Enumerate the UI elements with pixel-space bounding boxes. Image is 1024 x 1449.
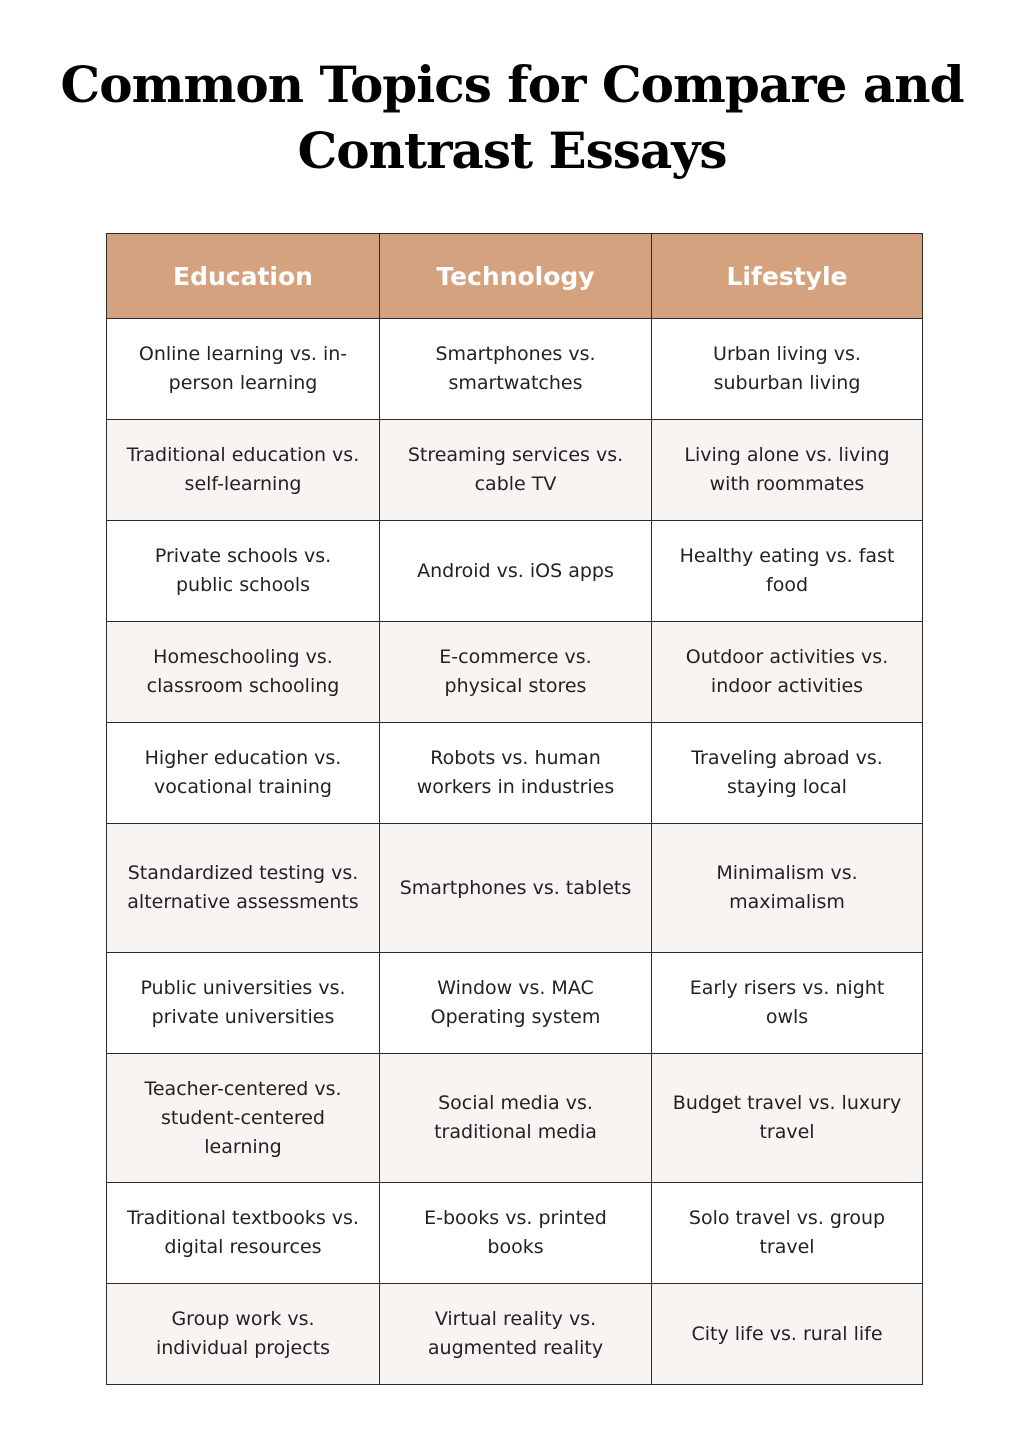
table-cell-lifestyle: Solo travel vs. group travel [652, 1183, 923, 1284]
table-cell-education: Traditional textbooks vs. digital resources [107, 1183, 380, 1284]
table-cell-technology: Virtual reality vs. augmented reality [380, 1284, 652, 1385]
table-cell-technology: Android vs. iOS apps [380, 521, 652, 622]
table-cell-education: Higher education vs. vocational training [107, 723, 380, 824]
table-row [107, 1054, 923, 1183]
table-cell-lifestyle: Budget travel vs. luxury travel [652, 1054, 923, 1183]
table-header-row [107, 234, 923, 319]
table-cell-technology: Robots vs. human workers in industries [380, 723, 652, 824]
table-row [107, 521, 923, 622]
table-cell-lifestyle: Outdoor activities vs. indoor activities [652, 622, 923, 723]
table-cell-technology: Smartphones vs. tablets [380, 824, 652, 953]
table-cell-technology: Smartphones vs. smartwatches [380, 319, 652, 420]
table-cell-education: Private schools vs. public schools [107, 521, 380, 622]
table-cell-technology: E-books vs. printed books [380, 1183, 652, 1284]
table-cell-technology: Streaming services vs. cable TV [380, 420, 652, 521]
table-cell-education: Public universities vs. private universities [107, 953, 380, 1054]
table-row [107, 953, 923, 1054]
table-row [107, 1284, 923, 1385]
table-cell-education: Traditional education vs. self-learning [107, 420, 380, 521]
table-row [107, 622, 923, 723]
table-cell-education: Standardized testing vs. alternative assessments [107, 824, 380, 953]
table-cell-technology: Window vs. MAC Operating system [380, 953, 652, 1054]
table-cell-lifestyle: Early risers vs. night owls [652, 953, 923, 1054]
table-cell-technology: E-commerce vs. physical stores [380, 622, 652, 723]
table-cell-education: Group work vs. individual projects [107, 1284, 380, 1385]
table-cell-technology: Social media vs. traditional media [380, 1054, 652, 1183]
table-cell-lifestyle: Minimalism vs. maximalism [652, 824, 923, 953]
page-title-line-2: Contrast Essays [297, 121, 727, 180]
table-cell-lifestyle: City life vs. rural life [652, 1284, 923, 1385]
column-header-technology: Technology [380, 234, 652, 319]
column-header-education: Education [107, 234, 380, 319]
table-cell-education: Homeschooling vs. classroom schooling [107, 622, 380, 723]
table-cell-lifestyle: Urban living vs. suburban living [652, 319, 923, 420]
table-row [107, 420, 923, 521]
page-title-line-1: Common Topics for Compare and [60, 55, 964, 114]
table-row [107, 723, 923, 824]
table-cell-education: Teacher-centered vs. student-centered learning [107, 1054, 380, 1183]
table-cell-lifestyle: Healthy eating vs. fast food [652, 521, 923, 622]
table-row [107, 824, 923, 953]
topics-table [106, 233, 923, 1385]
table-row [107, 319, 923, 420]
table-row [107, 1183, 923, 1284]
column-header-lifestyle: Lifestyle [652, 234, 923, 319]
table-cell-education: Online learning vs. in-person learning [107, 319, 380, 420]
table-cell-lifestyle: Traveling abroad vs. staying local [652, 723, 923, 824]
table-cell-lifestyle: Living alone vs. living with roommates [652, 420, 923, 521]
page-title [0, 52, 1024, 184]
